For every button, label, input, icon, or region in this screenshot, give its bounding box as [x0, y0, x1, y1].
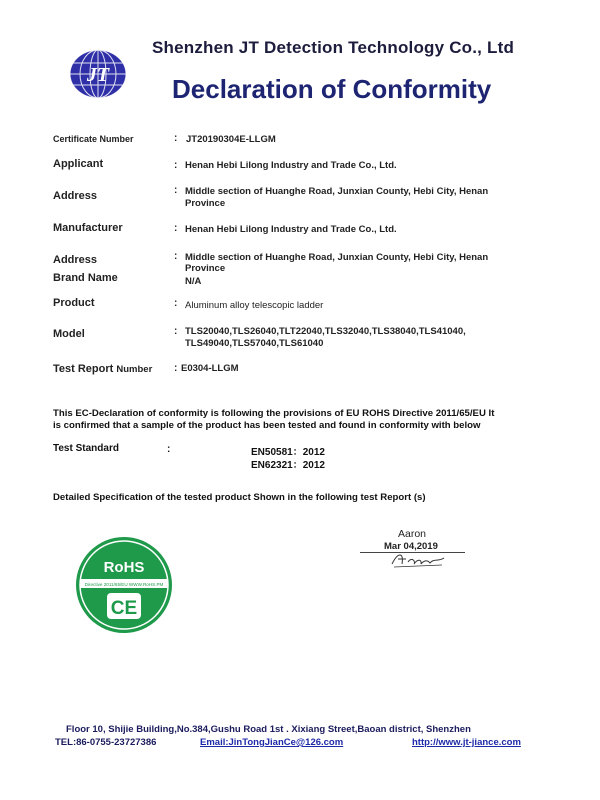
test-report-colon: :: [174, 363, 178, 374]
declaration-line-1: This EC-Declaration of conformity is following the provisions of EU ROHS Directive 2011/65/EU It: [53, 408, 495, 419]
model-colon: :: [174, 326, 178, 337]
applicant-label: Applicant: [53, 158, 104, 170]
certificate-number-colon: :: [174, 133, 178, 144]
applicant-address-line1: Middle section of Huanghe Road, Junxian County, Hebi City, Henan: [185, 186, 489, 197]
manufacturer-colon: :: [174, 223, 178, 234]
model-line2: TLS49040,TLS57040,TLS61040: [185, 338, 324, 349]
signatory-name: Aaron: [398, 528, 427, 540]
manufacturer-address-label: Address: [53, 254, 98, 266]
company-logo-globe-icon: [68, 48, 128, 100]
rohs-ce-seal-icon: [74, 535, 174, 635]
seal-rohs-text: RoHS: [103, 559, 145, 576]
test-report-number-value: E0304-LLGM: [181, 363, 239, 374]
footer-address: Floor 10, Shijie Building,No.384,Gushu Road 1st . Xixiang Street,Baoan district, Shenzhen: [66, 724, 471, 735]
model-line1: TLS20040,TLS26040,TLT22040,TLS32040,TLS38040,TLS41040,: [185, 326, 466, 337]
handwritten-signature: [388, 548, 451, 570]
declaration-line-2: is confirmed that a sample of the product has been tested and found in conformity with below: [53, 419, 481, 431]
manufacturer-address-line1: Middle section of Huanghe Road, Junxian County, Hebi City, Henan: [185, 252, 489, 263]
brand-name-value: N/A: [185, 276, 202, 287]
applicant-colon: :: [174, 160, 178, 171]
applicant-address-label: Address: [53, 190, 98, 202]
test-standard-label: Test Standard: [53, 443, 119, 454]
detail-specification-text: Detailed Specification of the tested product Shown in the following test Report (s): [53, 492, 426, 503]
footer-email-link[interactable]: Email:JinTongJianCe@126.com: [200, 737, 344, 748]
declaration-paragraph: [53, 408, 548, 431]
seal-subtitle: Directive 2011/65/EU WWW.RoHS.PM: [84, 582, 164, 587]
seal-ce-mark: CE: [110, 598, 138, 619]
manufacturer-label: Manufacturer: [53, 222, 123, 234]
logo-text: JT: [86, 64, 110, 86]
manufacturer-address-line2: Province: [185, 263, 226, 274]
company-name: Shenzhen JT Detection Technology Co., Ltd: [152, 38, 515, 57]
test-report-label-main: Test Report: [53, 363, 114, 375]
manufacturer-address-colon: :: [174, 251, 178, 262]
test-report-number-label: [53, 363, 152, 375]
certificate-number-value: JT20190304E-LLGM: [186, 134, 276, 145]
applicant-address-colon: :: [174, 185, 178, 196]
product-label: Product: [53, 297, 95, 309]
applicant-value: Henan Hebi Lilong Industry and Trade Co., Ltd.: [185, 160, 397, 171]
product-colon: :: [174, 298, 178, 309]
brand-name-label: Brand Name: [53, 272, 118, 284]
handwritten-signature-text: Aaron: [448, 548, 451, 549]
footer-website-link[interactable]: http://www.jt-jiance.com: [412, 737, 521, 748]
signature-date: Mar 04,2019: [384, 541, 438, 552]
document-title: Declaration of Conformity: [172, 74, 492, 104]
footer-tel: TEL:86-0755-23727386: [55, 737, 157, 748]
test-standard-1: EN50581：2012: [251, 447, 325, 458]
product-value: Aluminum alloy telescopic ladder: [185, 300, 324, 311]
test-standard-colon: :: [167, 444, 171, 455]
certificate-number-label: Certificate Number: [53, 134, 134, 144]
manufacturer-value: Henan Hebi Lilong Industry and Trade Co., Ltd.: [185, 224, 397, 235]
model-label: Model: [53, 328, 85, 340]
applicant-address-line2: Province: [185, 198, 226, 209]
test-report-label-small: Number: [116, 364, 153, 375]
test-standard-2: EN62321：2012: [251, 460, 325, 471]
